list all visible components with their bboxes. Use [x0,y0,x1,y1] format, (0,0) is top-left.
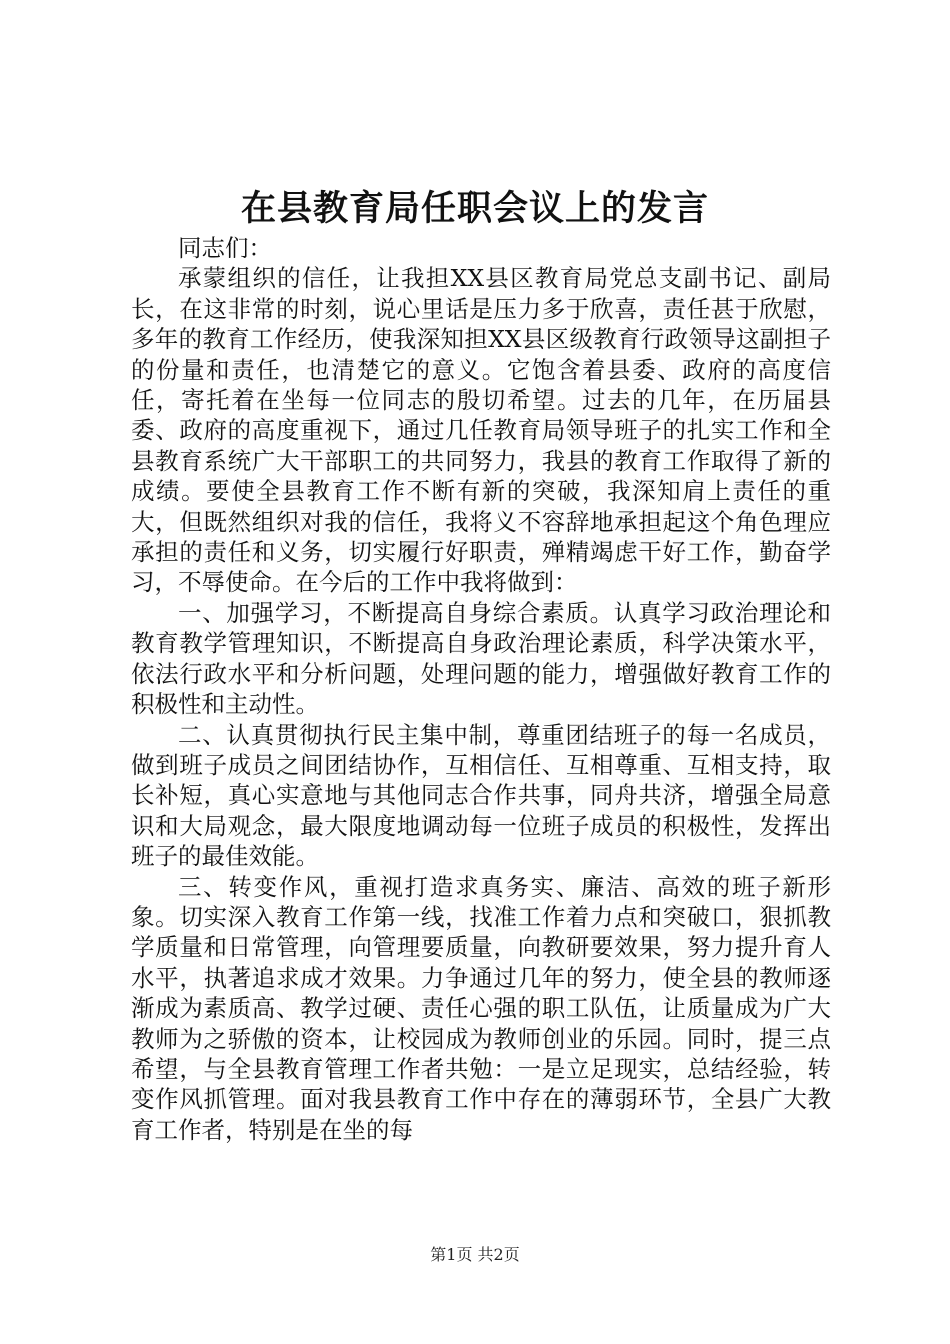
paragraph-point-three: 三、转变作风，重视打造求真务实、廉洁、高效的班子新形象。切实深入教育工作第一线，找准工作着力点和突破口，狠抓教学质量和日常管理，向管理要质量，向教研要效果，努力提升育人水平，执著追求成才效果。力争通过几年的努力，使全县的教师逐渐成为素质高、教学过硬、责任心强的职工队伍，让质量成为广大教师为之骄傲的资本，让校园成为教师创业的乐园。同时，提三点希望，与全县教育管理工作者共勉：一是立足现实，总结经验，转变作风抓管理。面对我县教育工作中存在的薄弱环节，全县广大教育工作者，特别是在坐的每 [131,872,831,1144]
paragraph-point-one: 一、加强学习，不断提高自身综合素质。认真学习政治理论和教育教学管理知识，不断提高自身政治理论素质，科学决策水平，依法行政水平和分析问题，处理问题的能力，增强做好教育工作的积极性和主动性。 [131,598,831,719]
page-number-footer: 第1页 共2页 [430,1245,520,1264]
document-body [131,233,831,1145]
paragraph-point-two: 二、认真贯彻执行民主集中制，尊重团结班子的每一名成员，做到班子成员之间团结协作，互相信任、互相尊重、互相支持，取长补短，真心实意地与其他同志合作共事，同舟共济，增强全局意识和大局观念，最大限度地调动每一位班子成员的积极性，发挥出班子的最佳效能。 [131,720,831,871]
paragraph-intro: 承蒙组织的信任，让我担XX县区教育局党总支副书记、副局长，在这非常的时刻，说心里话是压力多于欣喜，责任甚于欣慰，多年的教育工作经历，使我深知担XX县区级教育行政领导这副担子的份量和责任，也清楚它的意义。它饱含着县委、政府的高度信任，寄托着在坐每一位同志的殷切希望。过去的几年，在历届县委、政府的高度重视下，通过几任教育局领导班子的扎实工作和全县教育系统广大干部职工的共同努力，我县的教育工作取得了新的成绩。要使全县教育工作不断有新的突破，我深知肩上责任的重大，但既然组织对我的信任，我将义不容辞地承担起这个角色理应承担的责任和义务，切实履行好职责，殚精竭虑干好工作，勤奋学习，不辱使命。在今后的工作中我将做到： [131,264,831,597]
document-title: 在县教育局任职会议上的发言 [240,188,709,229]
salutation: 同志们： [178,234,272,262]
